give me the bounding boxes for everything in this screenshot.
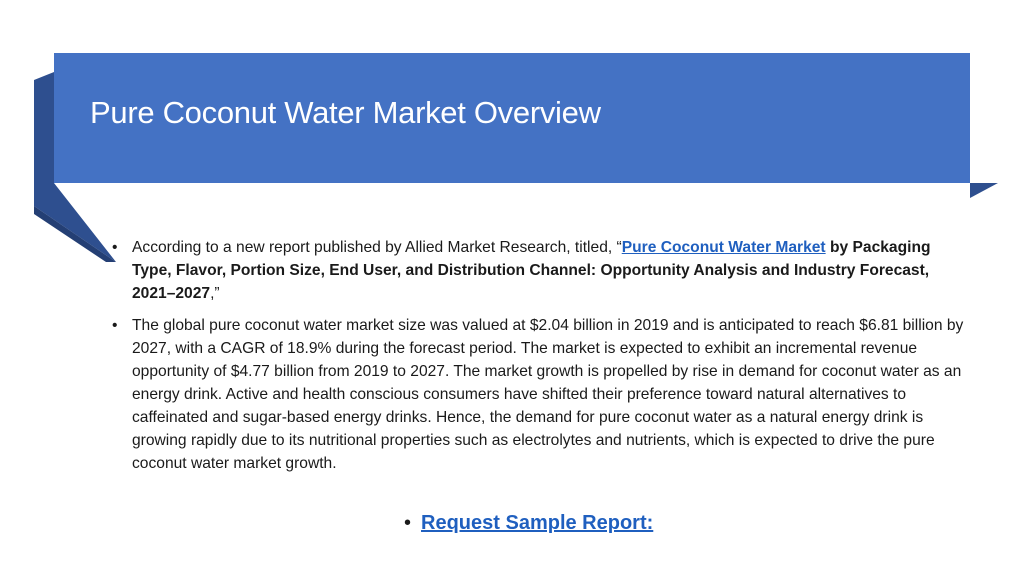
bullet-dot-icon: • — [112, 317, 118, 334]
report-link[interactable]: Pure Coconut Water Market — [621, 239, 826, 256]
intro-report-subtitle: by Packaging Type, Flavor, Portion Size, End User, and Distribution Channel: Opportunity Analysis and Industry Forecast, 2021–2027 — [132, 239, 931, 302]
title-banner — [54, 53, 970, 183]
request-sample-link[interactable]: Request Sample Report: — [421, 512, 654, 534]
bullet-intro — [112, 236, 972, 305]
slide-title: Pure Coconut Water Market Overview — [90, 95, 601, 130]
slide-content — [112, 236, 972, 484]
request-sample-item — [404, 509, 653, 537]
right-fold-shape — [970, 183, 998, 198]
intro-suffix: ,” — [210, 285, 220, 302]
market-summary-text: The global pure coconut water market size was valued at $2.04 billion in 2019 and is anticipated to reach $6.81 billion by 2027, with a CAGR of 18.9% during the forecast period. The market is expected to exhibit an incremental revenue opportunity of $4.77 billion from 2019 to 2027. The market growth is propelled by rise in demand for coconut water as an energy drink. Active and health conscious consumers have shifted their preference toward natural alternatives to caffeinated and sugar-based energy drinks. Hence, the demand for pure coconut water as a natural energy drink is growing rapidly due to its nutritional properties such as electrolytes and nutrients, which is expected to drive the pure coconut water market growth. — [132, 317, 964, 472]
intro-prefix: According to a new report published by Allied Market Research, titled, “ — [132, 239, 622, 256]
bullet-dot-icon: • — [404, 512, 412, 534]
bullet-market-summary — [112, 314, 972, 475]
bullet-dot-icon: • — [112, 239, 118, 256]
